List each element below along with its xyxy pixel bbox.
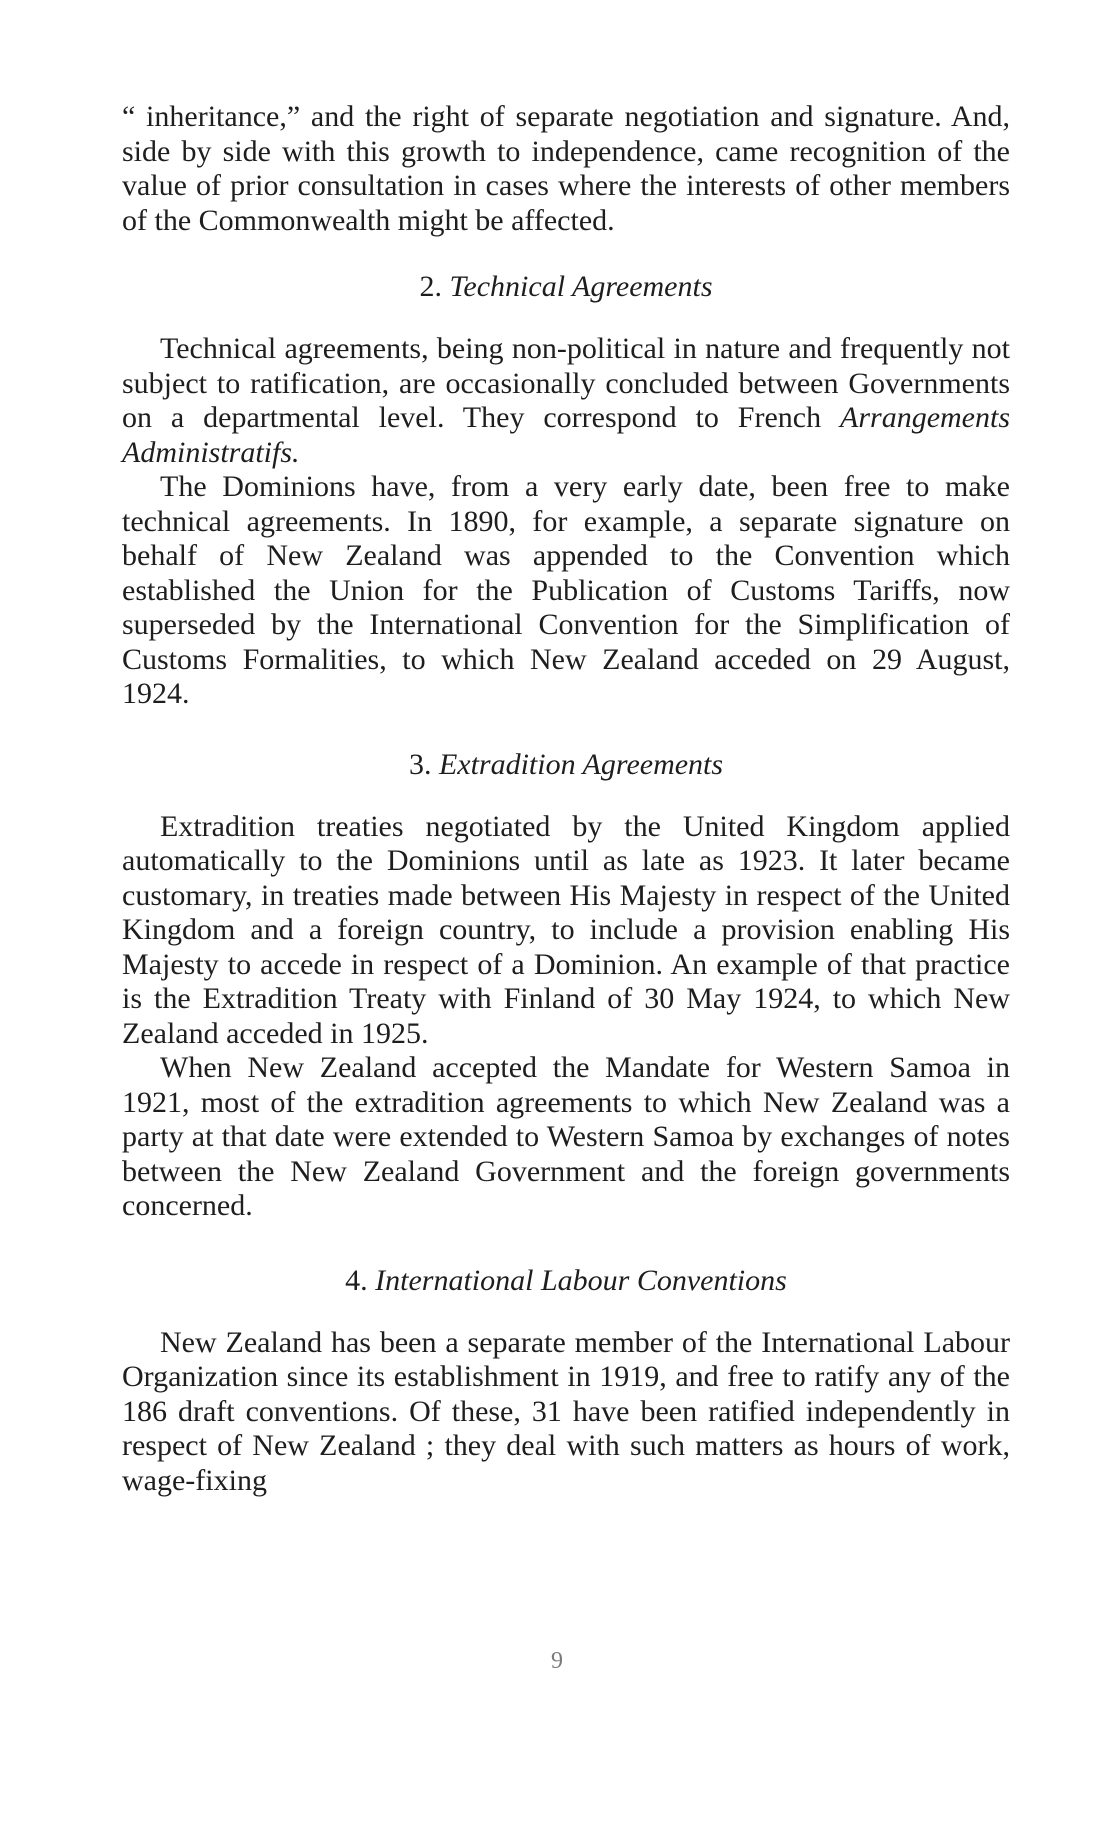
- section-4-title: International Labour Conventions: [375, 1263, 787, 1297]
- section-2-paragraph-2: The Dominions have, from a very early date, been free to make technical agreements. In 1890, for example, a separate signature on behalf of New Zealand was appended to the Convention which established the Union for the Publication of Customs Tariffs, now superseded by the International Convention for the Simplification of Customs Formalities, to which New Zealand acceded on 29 August, 1924.: [122, 470, 1010, 710]
- section-3-heading: [122, 748, 1010, 782]
- section-2-number: 2.: [419, 270, 442, 303]
- section-2-title: Technical Agreements: [449, 270, 713, 303]
- section-4-paragraph-1: New Zealand has been a separate member of the International Labour Organization since its establishment in 1919, and free to ratify any of the 186 draft conventions. Of these, 31 have been ratified independently in respect of New Zealand ; they deal with such matters as hours of work, wage-fixing: [122, 1325, 1010, 1497]
- page-body: [122, 100, 1010, 1498]
- section-3-number: 3.: [408, 747, 432, 781]
- section-4-heading: [122, 1264, 1010, 1298]
- section-3-paragraph-1: Extradition treaties negotiated by the United Kingdom applied automatically to the Dominions until as late as 1923. It later became customary, in treaties made between His Majesty in respect of the United Kingdom and a foreign country, to include a provision enabling His Majesty to accede in respect of a Dominion. An example of that practice is the Extradition Treaty with Finland of 30 May 1924, to which New Zealand acceded in 1925.: [122, 809, 1010, 1050]
- section-3-paragraph-2: When New Zealand accepted the Mandate for Western Samoa in 1921, most of the extradition agreements to which New Zealand was a party at that date were extended to Western Samoa by exchanges of notes between the New Zealand Government and the foreign governments concerned.: [122, 1051, 1010, 1222]
- section-2-paragraph-1: [122, 332, 1010, 470]
- section-2-paragraph-1-italic: Arrangements Administratifs.: [122, 401, 1010, 469]
- section-4-number: 4.: [345, 1263, 368, 1297]
- intro-paragraph: “ inheritance,” and the right of separate negotiation and signature. And, side by side with this growth to independence, came recognition of the value of prior consultation in cases where the interests of other members of the Commonwealth might be affected.: [122, 100, 1010, 237]
- section-3-title: Extradition Agreements: [438, 747, 724, 781]
- section-2-heading: [122, 270, 1010, 304]
- page-number: 9: [551, 1648, 563, 1674]
- section-2-paragraph-1-text: Technical agreements, being non-political in nature and frequently not subject to ratification, are occasionally concluded between Governments on a departmental level. They correspond to French: [122, 332, 1010, 434]
